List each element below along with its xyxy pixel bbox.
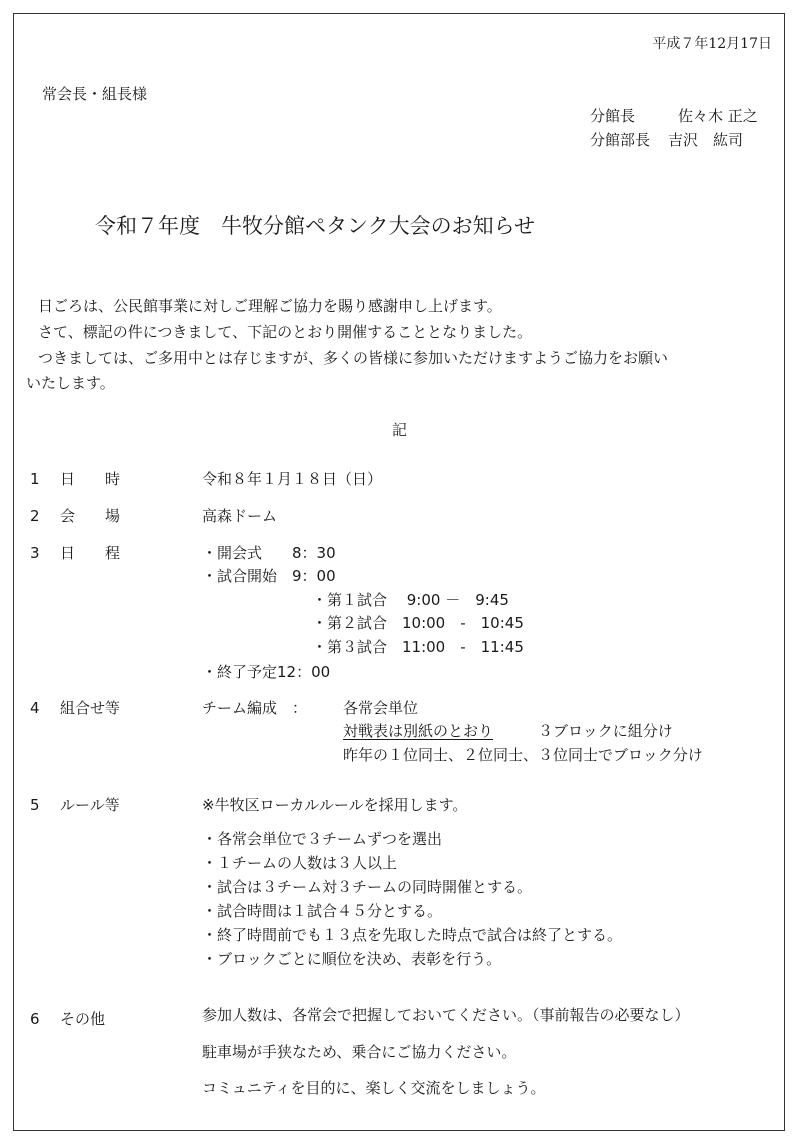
rule-item: ・試合は３チーム対３チームの同時開催とする。 — [202, 878, 533, 896]
item-number: 1 — [30, 470, 40, 488]
body-line-2: さて、標記の件につきまして、下記のとおり開催することとなりました。 — [38, 323, 533, 341]
schedule-line: ・開会式 8：30 — [202, 544, 336, 562]
rules-note: ※牛牧区ローカルルールを採用します。 — [202, 796, 468, 814]
item-label: 日 程 — [60, 544, 121, 562]
sender-name-1: 佐々木 正之 — [678, 107, 758, 125]
item-number: 6 — [30, 1010, 40, 1028]
rule-item: ・試合時間は１試合４５分とする。 — [202, 902, 443, 920]
recipient: 常会長・組長様 — [42, 85, 148, 103]
match-line: ・第２試合 10:00 - 10:45 — [312, 614, 524, 632]
item-number: 3 — [30, 544, 40, 562]
item-label: 組合せ等 — [60, 699, 121, 717]
other-note: 駐車場が手狭なため、乗合にご協力ください。 — [202, 1043, 517, 1061]
item-label: その他 — [60, 1010, 106, 1028]
body-line-4: いたします。 — [26, 374, 115, 392]
other-note: 参加人数は、各常会で把握しておいてください。（事前報告の必要なし） — [202, 1006, 690, 1024]
bracket-note-underlined: 対戦表は別紙のとおり — [343, 722, 494, 740]
team-label: チーム編成 ： — [202, 699, 308, 717]
body-line-3: つきましては、ご多用中とは存じますが、多くの皆様に参加いただけますようご協力をお願い — [38, 349, 669, 367]
sender-name-2: 吉沢 紘司 — [668, 131, 744, 149]
sender-role-2: 分館部長 — [590, 131, 651, 149]
other-note: コミュニティを目的に、楽しく交流をしましょう。 — [202, 1079, 546, 1097]
rule-item: ・終了時間前でも１３点を先取した時点で試合は終了とする。 — [202, 926, 623, 944]
item-label: 会 場 — [60, 507, 121, 525]
ki-heading: 記 — [392, 421, 408, 439]
bracket-note-rest: ３ブロックに組分け — [538, 722, 673, 740]
item-number: 4 — [30, 699, 40, 717]
schedule-line: ・試合開始 9：00 — [202, 567, 336, 585]
item-value: 令和８年１月１８日（日） — [202, 470, 383, 488]
match-line: ・第１試合 9:00 － 9:45 — [312, 591, 509, 609]
document-date: 平成７年12月17日 — [652, 36, 772, 52]
item-label: 日 時 — [60, 470, 121, 488]
document-title: 令和７年度 牛牧分館ペタンク大会のお知らせ — [95, 214, 535, 238]
rule-item: ・各常会単位で３チームずつを選出 — [202, 830, 443, 848]
item-number: 5 — [30, 796, 40, 814]
item-number: 2 — [30, 507, 40, 525]
rule-item: ・ブロックごとに順位を決め、表彰を行う。 — [202, 950, 502, 968]
body-line-1: 日ごろは、公民館事業に対しご理解ご協力を賜り感謝申し上げます。 — [38, 297, 502, 315]
sender-role-1: 分館長 — [590, 107, 636, 125]
item-label: ルール等 — [60, 796, 120, 814]
rule-item: ・１チームの人数は３人以上 — [202, 854, 398, 872]
bracket-rule: 昨年の１位同士、２位同士、３位同士でブロック分け — [343, 746, 703, 764]
team-value: 各常会単位 — [343, 699, 419, 717]
match-line: ・第３試合 11:00 - 11:45 — [312, 638, 524, 656]
schedule-end: ・終了予定12：00 — [202, 663, 331, 681]
item-value: 高森ドーム — [202, 507, 278, 525]
